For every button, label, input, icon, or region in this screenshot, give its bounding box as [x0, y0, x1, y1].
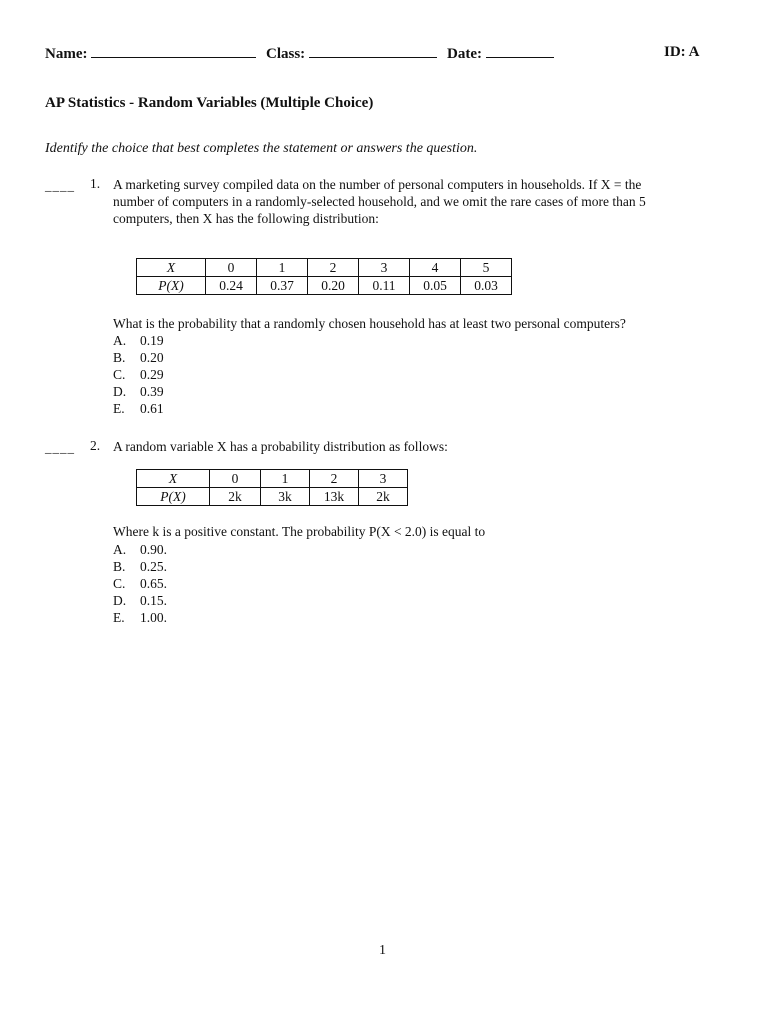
table-row: [137, 470, 408, 488]
choice-text: 1.00.: [140, 610, 167, 625]
table-cell: 1: [257, 259, 308, 277]
question-line: number of computers in a randomly-selected household, and we omit the rare cases of more than 5: [113, 194, 646, 209]
date-field[interactable]: [447, 44, 554, 63]
class-blank[interactable]: [309, 44, 437, 58]
question-text: [113, 176, 693, 227]
id-label: ID: A: [664, 44, 700, 60]
table-cell: 2k: [210, 488, 261, 506]
table-row-label: P(X): [137, 277, 206, 295]
choice-text: 0.25.: [140, 559, 167, 574]
table-cell: 2k: [359, 488, 408, 506]
table-row-label: X: [137, 470, 210, 488]
name-blank[interactable]: [91, 44, 256, 58]
question-number: 1.: [90, 176, 101, 191]
choice-a[interactable]: [113, 332, 164, 349]
table-row-label: P(X): [137, 488, 210, 506]
name-field[interactable]: [45, 44, 256, 63]
choice-a[interactable]: [113, 541, 167, 558]
class-label: Class:: [266, 46, 306, 62]
table-cell: 2: [308, 259, 359, 277]
choice-letter: D.: [113, 593, 127, 608]
choice-letter: E.: [113, 401, 125, 416]
table-cell: 0.20: [308, 277, 359, 295]
table-row: [137, 488, 408, 506]
choice-letter: A.: [113, 333, 127, 348]
class-field[interactable]: [266, 44, 437, 63]
table-cell: 2: [310, 470, 359, 488]
choice-text: 0.61: [140, 401, 164, 416]
table-cell: 1: [261, 470, 310, 488]
question-line: A random variable X has a probability distribution as follows:: [113, 439, 448, 454]
page-title: AP Statistics - Random Variables (Multiple Choice): [45, 95, 374, 111]
instructions: Identify the choice that best completes the statement or answers the question.: [45, 141, 478, 156]
table-cell: 3k: [261, 488, 310, 506]
choice-list-q1: [113, 332, 164, 417]
choice-d[interactable]: [113, 592, 167, 609]
choice-b[interactable]: [113, 349, 164, 366]
choice-text: 0.19: [140, 333, 164, 348]
choice-e[interactable]: [113, 400, 164, 417]
table-cell: 0.37: [257, 277, 308, 295]
choice-c[interactable]: [113, 366, 164, 383]
choice-letter: B.: [113, 559, 126, 574]
table-cell: 4: [410, 259, 461, 277]
choice-letter: E.: [113, 610, 125, 625]
table-cell: 13k: [310, 488, 359, 506]
question-text: [113, 438, 693, 455]
name-label: Name:: [45, 46, 88, 62]
answer-blank-q1[interactable]: ____: [45, 178, 75, 193]
question-line: A marketing survey compiled data on the number of personal computers in households. If X = the: [113, 177, 642, 192]
table-cell: 0.11: [359, 277, 410, 295]
table-row-label: X: [137, 259, 206, 277]
table-cell: 0.24: [206, 277, 257, 295]
question-prompt: Where k is a positive constant. The probability P(X < 2.0) is equal to: [113, 524, 486, 539]
choice-list-q2: [113, 541, 167, 626]
choice-text: 0.29: [140, 367, 164, 382]
choice-text: 0.20: [140, 350, 164, 365]
choice-letter: C.: [113, 367, 126, 382]
choice-text: 0.15.: [140, 593, 167, 608]
table-cell: 5: [461, 259, 512, 277]
table-cell: 3: [359, 259, 410, 277]
table-cell: 3: [359, 470, 408, 488]
choice-letter: A.: [113, 542, 127, 557]
table-cell: 0: [206, 259, 257, 277]
choice-e[interactable]: [113, 609, 167, 626]
choice-text: 0.90.: [140, 542, 167, 557]
choice-letter: D.: [113, 384, 127, 399]
choice-letter: B.: [113, 350, 126, 365]
choice-d[interactable]: [113, 383, 164, 400]
question-line: computers, then X has the following distribution:: [113, 211, 379, 226]
choice-c[interactable]: [113, 575, 167, 592]
question-number: 2.: [90, 438, 101, 453]
choice-text: 0.39: [140, 384, 164, 399]
answer-blank-q2[interactable]: ____: [45, 440, 75, 455]
distribution-table-q1: [136, 258, 512, 295]
table-cell: 0.05: [410, 277, 461, 295]
page-number: 1: [379, 943, 386, 958]
choice-letter: C.: [113, 576, 126, 591]
table-cell: 0: [210, 470, 261, 488]
table-row: [137, 277, 512, 295]
choice-text: 0.65.: [140, 576, 167, 591]
distribution-table-q2: [136, 469, 408, 506]
choice-b[interactable]: [113, 558, 167, 575]
table-cell: 0.03: [461, 277, 512, 295]
date-blank[interactable]: [486, 44, 554, 58]
table-row: [137, 259, 512, 277]
date-label: Date:: [447, 46, 482, 62]
question-prompt: What is the probability that a randomly chosen household has at least two personal computers?: [113, 316, 626, 331]
